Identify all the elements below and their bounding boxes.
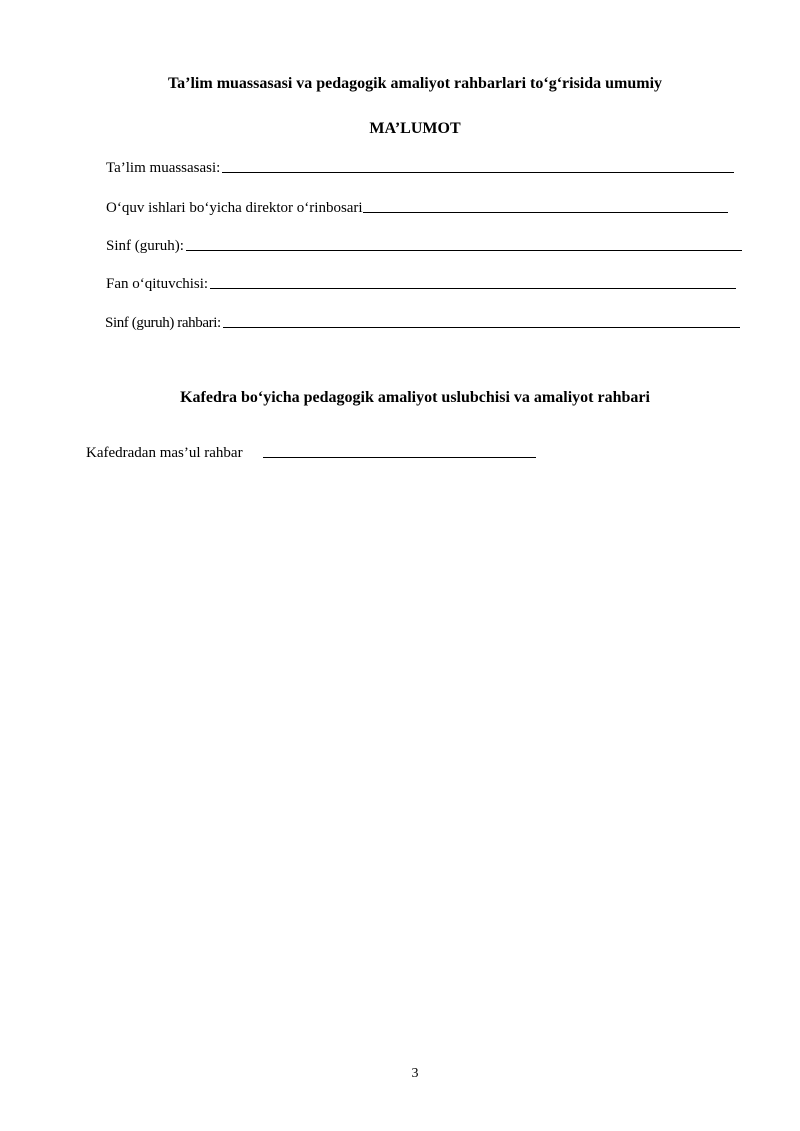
page-title: Ta’lim muassasasi va pedagogik amaliyot rahbarlari to‘g‘risida umumiy: [167, 75, 663, 92]
field-label: Ta’lim muassasasi:: [106, 160, 221, 176]
fill-in-line: [210, 287, 736, 289]
page-subtitle: MA’LUMOT: [369, 120, 461, 137]
field-sinf-guruh: [106, 238, 742, 255]
section-heading-kafedra: Kafedra bo‘yicha pedagogik amaliyot uslubchisi va amaliyot rahbari: [180, 389, 650, 406]
field-kafedra-rahbar: [86, 445, 536, 462]
field-label: Fan o‘qituvchisi:: [106, 276, 209, 292]
field-fan-oqituvchisi: [106, 276, 736, 293]
fill-in-line: [222, 171, 734, 173]
fill-in-line: [363, 211, 728, 213]
field-label: Kafedradan mas’ul rahbar: [86, 445, 243, 461]
field-label: Sinf (guruh):: [106, 238, 184, 254]
fill-in-line: [223, 326, 740, 328]
field-talim-muassasasi: [106, 160, 734, 177]
field-label: Sinf (guruh) rahbari:: [105, 315, 221, 331]
field-direktor-orinbosari: [106, 200, 728, 217]
field-sinf-rahbari: [105, 315, 740, 332]
page-number: 3: [411, 1066, 419, 1081]
field-label: O‘quv ishlari bo‘yicha direktor o‘rinbosari: [106, 200, 363, 216]
fill-in-line: [186, 249, 742, 251]
fill-in-line: [263, 456, 536, 458]
